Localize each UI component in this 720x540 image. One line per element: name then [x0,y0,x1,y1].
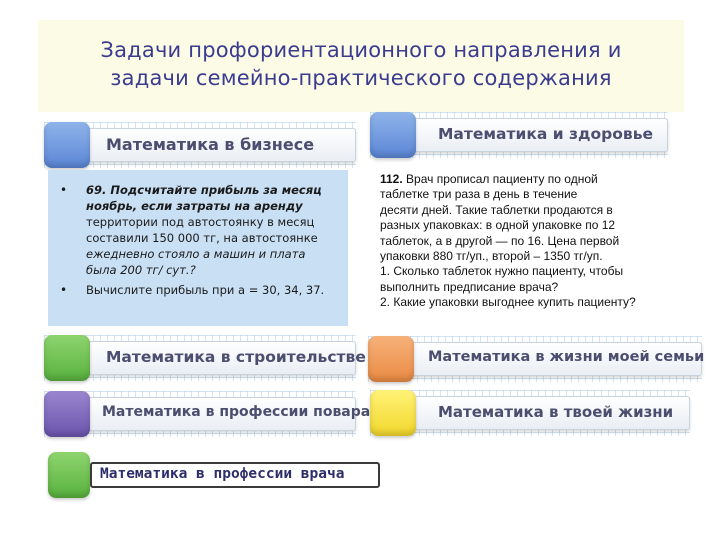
task-112-line-8: выполнить предписание врача? [380,279,559,294]
task-69-line-4: составили 150 000 тг, на автостоянке [86,231,318,245]
task-69-list [60,182,342,298]
task-69-bullet-2 [60,282,342,298]
banner-health [370,112,668,158]
banner-construction [44,335,366,381]
task-112-number: 112. [380,172,403,186]
task-69-line-6: была 200 тг/ сут.? [86,263,196,277]
task-69-line-3: территории под автостоянку в месяц [86,215,315,229]
task-69-line-5: ежедневно стояло а машин и плата [86,247,306,261]
task-112-text [380,172,686,311]
title-line-1: Задачи профориентационного направления и [100,38,622,62]
banner-life-label: Математика в твоей жизни [438,403,674,421]
banner-family-label: Математика в жизни моей семьи [428,349,705,365]
task-69-panel [48,170,348,326]
banner-construction-label: Математика в строительстве [106,348,366,366]
task-69-bullet-2-text: • Вычислите прибыль при а = 30, 34, 37. [86,283,325,297]
blue-square-icon [44,122,90,168]
banner-life [370,390,690,436]
task-112-line-9: 2. Какие упаковки выгоднее купить пациенту? [380,295,636,310]
green-square-icon [48,452,90,498]
banner-doctor [48,452,380,498]
yellow-square-icon [370,390,416,436]
title-box [38,20,684,112]
blue-square-icon [370,112,416,158]
title-line-2: задачи семейно-практического содержания [110,66,612,90]
banner-business [44,122,356,168]
task-112-line-5: таблеток, а в другой — по 16. Цена первой [380,233,620,248]
banner-health-label: Математика и здоровье [438,125,654,143]
banner-doctor-label: Математика в профессии врача [100,466,345,482]
orange-square-icon [368,336,414,382]
banner-business-label: Математика в бизнесе [106,135,315,154]
task-112-line-3: десяти дней. Такие таблетки продаются в [380,202,613,217]
banner-cook-label: Математика в профессии повара [102,404,371,420]
task-69-line-1: • 69. Подсчитайте прибыль за месяц [86,183,322,197]
banner-cook [44,391,371,437]
task-69-bullet-1 [60,182,342,278]
purple-square-icon [44,391,90,437]
task-112-line-2: таблетке три раза в день в течение [380,187,578,202]
task-112-line-1-text: Врач прописал пациенту по одной [402,172,598,186]
task-112-line-4: разных упаковках: в одной упаковке по 12 [380,218,616,233]
banner-family [368,336,705,382]
green-square-icon [44,335,90,381]
task-112-line-6: упаковки 880 тг/уп., второй – 1350 тг/уп. [380,249,603,264]
task-69-line-2: ноябрь, если затраты на аренду [86,199,303,213]
task-112-line-7: 1. Сколько таблеток нужно пациенту, чтобы [380,264,624,279]
task-112-line-1 [380,172,686,187]
